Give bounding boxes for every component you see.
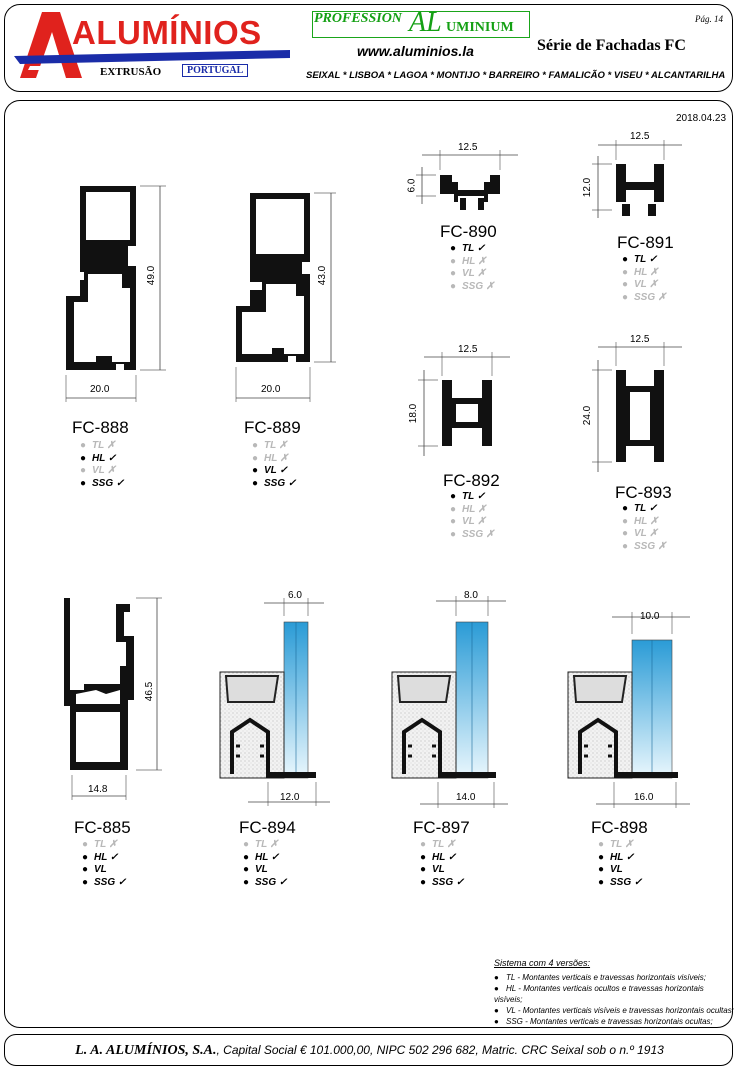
profile-code: FC-892 [443,471,500,490]
option-label: TL ✓ [634,503,658,514]
option-label: HL ✓ [610,851,635,863]
option-row [622,516,666,529]
legend-title: Sistema com 4 versões: [494,958,591,968]
option-label: HL ✓ [432,851,457,863]
profile-options [622,254,666,304]
bullet-icon: ● [450,255,457,267]
bullet-icon: ● [420,876,427,888]
profile-drawing-fc-891 [592,140,682,218]
profile-drawing-fc-889 [236,193,336,402]
bullet-icon: ● [243,851,250,863]
option-row [80,453,124,466]
option-row [420,839,464,852]
dim-height-fc-889: 43.0 [317,265,329,286]
option-label: VL [255,864,268,875]
profile-drawing-fc-898 [568,612,690,808]
option-label: TL ✓ [462,243,486,254]
option-row [243,839,287,852]
option-label: HL ✓ [255,851,280,863]
bullet-icon: ● [598,839,605,850]
brand-name: ALUMÍNIOS [72,14,262,51]
option-row [450,529,494,542]
bullet-icon: ● [82,864,89,875]
option-label: VL ✗ [462,516,486,527]
option-row [82,839,126,852]
company-details: , Capital Social € 101.000,00, NIPC 502 296 682, Matric. CRC Seixal sob o n.º 1913 [216,1043,664,1057]
option-row [252,440,296,453]
option-label: TL ✗ [264,440,288,451]
dim-width-fc-892: 12.5 [458,344,478,355]
website-link[interactable]: www.aluminios.la [357,43,474,59]
bullet-icon: ● [622,279,629,290]
bullet-icon: ● [622,515,629,527]
bullet-icon: ● [622,540,629,552]
option-label: VL ✓ [264,465,288,476]
profile-options [450,243,494,293]
option-row [82,864,126,877]
company-name: L. A. ALUMÍNIOS, S.A. [75,1043,217,1058]
bullet-icon: ● [82,839,89,850]
profile-options [243,839,287,889]
profile-code: FC-890 [440,222,497,241]
option-label: SSG ✗ [634,540,667,552]
profile-code: FC-889 [244,418,301,437]
bullet-icon: ● [450,491,457,502]
legend-item: ● SSG - Montantes verticais e travessas horizontais ocultas; [494,1017,713,1026]
option-label: VL ✗ [634,279,658,290]
option-label: SSG ✓ [94,876,127,888]
option-label: TL ✗ [255,839,279,850]
option-label: TL ✓ [634,254,658,265]
option-label: HL ✗ [462,503,487,515]
option-row [450,268,494,281]
option-label: TL ✗ [94,839,118,850]
profile-drawing-fc-892 [418,352,510,456]
bullet-icon: ● [622,528,629,539]
option-label: SSG ✓ [92,477,125,489]
option-row [622,503,666,516]
dim-width-fc-893: 12.5 [630,334,650,345]
pro-aluminium-part3: UMINIUM [446,20,514,35]
profile-options [252,440,296,490]
option-label: HL ✗ [634,515,659,527]
option-label: TL ✗ [432,839,456,850]
bullet-icon: ● [450,528,457,540]
dim-height-fc-893: 24.0 [582,405,594,426]
bullet-icon: ● [420,851,427,863]
dim-width-fc-889: 20.0 [261,384,281,395]
option-row [450,281,494,294]
option-label: SSG ✓ [255,876,288,888]
company-footer [0,1043,739,1059]
legend-item: ● HL - Montantes verticais ocultos e travessas horizontais visíveis; [494,984,704,1004]
bullet-icon: ● [622,503,629,514]
bullet-icon: ● [450,243,457,254]
option-label: HL ✗ [462,255,487,267]
dim-width-fc-890: 12.5 [458,142,478,153]
dim-height-fc-888: 49.0 [146,265,158,286]
profile-options [622,503,666,553]
option-label: HL ✗ [634,266,659,278]
bullet-icon: ● [450,268,457,279]
dim-glass-fc-898: 10.0 [640,611,660,622]
bullet-icon: ● [622,291,629,303]
bullet-icon: ● [80,440,87,451]
bullet-icon: ● [252,465,259,476]
profile-drawing-fc-894 [220,598,330,806]
option-row [252,478,296,491]
option-label: VL [94,864,107,875]
dim-glass-fc-897: 8.0 [464,590,478,601]
dim-glass-fc-894: 6.0 [288,590,302,601]
option-row [420,877,464,890]
dim-height-fc-892: 18.0 [408,403,420,424]
option-row [622,541,666,554]
option-label: HL ✓ [94,851,119,863]
bullet-icon: ● [243,864,250,875]
option-label: VL ✗ [92,465,116,476]
legend-item: ● VL - Montantes verticais visíveis e travessas horizontais ocultas; [494,1006,734,1015]
dim-width-fc-894: 12.0 [280,792,300,803]
option-row [243,864,287,877]
bullet-icon: ● [82,876,89,888]
profile-code: FC-885 [74,818,131,837]
option-label: SSG ✓ [432,876,465,888]
bullet-icon: ● [80,452,87,464]
profile-code: FC-898 [591,818,648,837]
option-row [80,465,124,478]
option-row [450,516,494,529]
legend-item: ● TL - Montantes verticais e travessas horizontais visíveis; [494,973,706,982]
series-title: Série de Fachadas FC [537,37,686,54]
brand-extrusion: EXTRUSÃO [100,66,162,78]
pro-aluminium-part1: PROFESSION [314,11,402,26]
bullet-icon: ● [450,516,457,527]
option-label: HL ✓ [92,452,117,464]
profile-code: FC-897 [413,818,470,837]
option-label: SSG ✓ [264,477,297,489]
option-label: HL ✗ [264,452,289,464]
dim-width-fc-885: 14.8 [88,784,108,795]
profile-code: FC-891 [617,233,674,252]
profile-options [598,839,642,889]
dim-height-fc-891: 12.0 [582,177,594,198]
option-label: VL [610,864,623,875]
bullet-icon: ● [420,864,427,875]
option-row [622,254,666,267]
dim-width-fc-891: 12.5 [630,131,650,142]
profile-drawing-fc-890 [416,150,518,210]
option-row [622,279,666,292]
bullet-icon: ● [252,452,259,464]
bullet-icon: ● [420,839,427,850]
option-row [622,528,666,541]
option-label: VL ✗ [634,528,658,539]
bullet-icon: ● [622,254,629,265]
bullet-icon: ● [252,477,259,489]
option-row [243,877,287,890]
dim-width-fc-897: 14.0 [456,792,476,803]
option-label: SSG ✗ [462,528,495,540]
option-row [420,864,464,877]
bullet-icon: ● [243,876,250,888]
bullet-icon: ● [598,851,605,863]
dim-height-fc-890: 6.0 [406,178,418,193]
option-row [598,877,642,890]
brand-country: PORTUGAL [182,64,248,77]
cities-list: SEIXAL * LISBOA * LAGOA * MONTIJO * BARREIRO * FAMALICÃO * VISEU * ALCANTARILHA [306,70,726,81]
bullet-icon: ● [243,839,250,850]
profile-options [80,440,124,490]
bullet-icon: ● [252,440,259,451]
profile-code: FC-893 [615,483,672,502]
profile-code: FC-888 [72,418,129,437]
profile-options [420,839,464,889]
option-row [243,852,287,865]
bullet-icon: ● [450,280,457,292]
option-row [622,292,666,305]
option-row [598,864,642,877]
option-row [450,256,494,269]
option-row [82,852,126,865]
dim-width-fc-888: 20.0 [90,384,110,395]
profile-drawing-fc-897 [392,596,508,808]
option-row [598,852,642,865]
bullet-icon: ● [450,503,457,515]
option-label: VL [432,864,445,875]
page-number: Pág. 14 [695,14,723,24]
bullet-icon: ● [598,864,605,875]
bullet-icon: ● [80,477,87,489]
dim-height-fc-885: 46.5 [144,681,156,702]
option-row [450,243,494,256]
versions-legend [494,958,734,1027]
profile-drawing-fc-893 [592,342,682,472]
option-label: SSG ✗ [462,280,495,292]
option-label: TL ✓ [462,491,486,502]
option-row [450,504,494,517]
option-row [82,877,126,890]
option-row [622,267,666,280]
bullet-icon: ● [598,876,605,888]
option-label: SSG ✗ [634,291,667,303]
option-row [450,491,494,504]
option-row [598,839,642,852]
option-row [80,478,124,491]
option-row [252,453,296,466]
profile-options [450,491,494,541]
option-row [252,465,296,478]
bullet-icon: ● [82,851,89,863]
pro-aluminium-part2: AL [409,7,442,38]
profile-code: FC-894 [239,818,296,837]
option-label: SSG ✓ [610,876,643,888]
bullet-icon: ● [622,266,629,278]
option-row [80,440,124,453]
profile-options [82,839,126,889]
document-date: 2018.04.23 [676,113,727,124]
profile-drawing-fc-888 [66,186,166,402]
option-label: TL ✗ [610,839,634,850]
dim-width-fc-898: 16.0 [634,792,654,803]
bullet-icon: ● [80,465,87,476]
option-label: TL ✗ [92,440,116,451]
option-label: VL ✗ [462,268,486,279]
option-row [420,852,464,865]
